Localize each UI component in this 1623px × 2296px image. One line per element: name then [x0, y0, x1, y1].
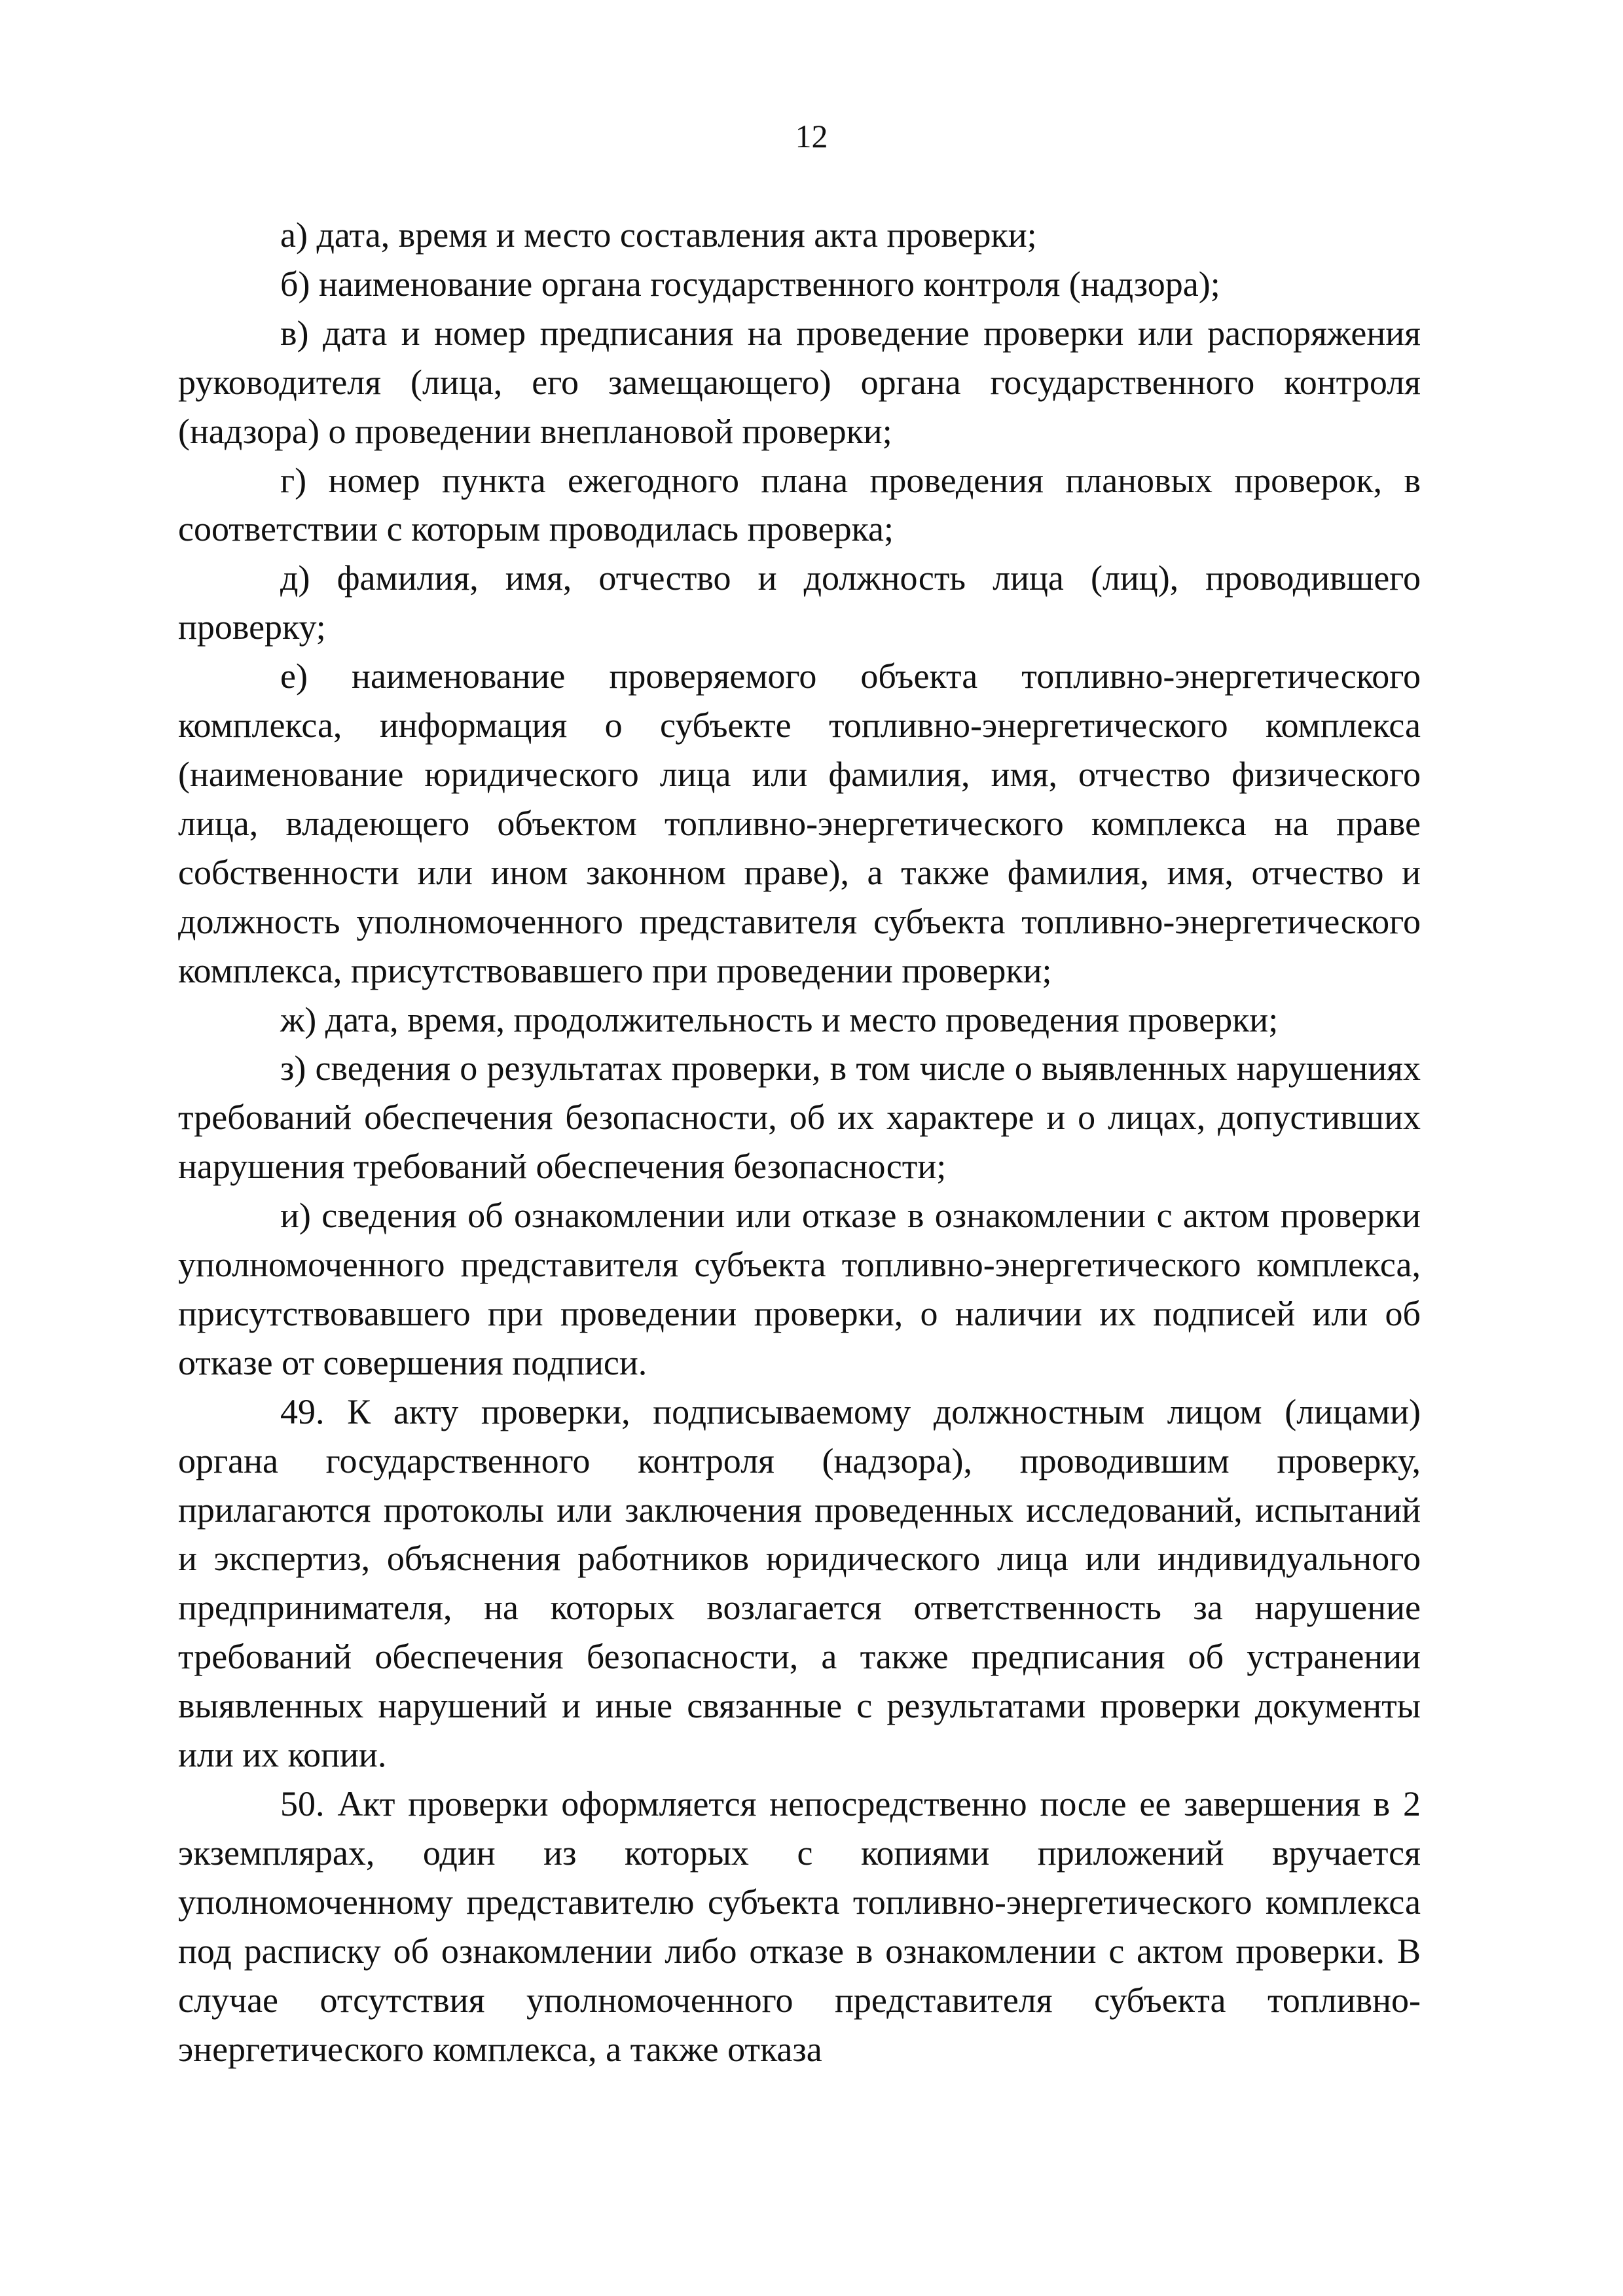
item-z: з) сведения о результатах проверки, в том числе о выявленных нарушениях требований обеспечения безопасности, об их характере и о лицах, допустивших нарушения требований обеспечения безопасности;: [178, 1049, 1421, 1187]
item-e: е) наименование проверяемого объекта топливно-энергетического комплекса, информация о субъекте топливно-энергетического комплекса (наименование юридического лица или фамилия, имя, отчество физического лица, владеющего объектом топливно-энергетического комплекса на праве собственности или ином законном праве), а также фамилия, имя, отчество и должность уполномоченного представителя субъекта топливно-энергетического комплекса, присутствовавшего при проведении проверки;: [178, 656, 1421, 990]
document-body: [178, 211, 1421, 2073]
item-b: б) наименование органа государственного контроля (надзора);: [280, 264, 1220, 304]
item-v: в) дата и номер предписания на проведение проверки или распоряжения руководителя (лица, его замещающего) органа государственного контроля (надзора) о проведении внеплановой проверки;: [178, 313, 1421, 451]
page-number: 12: [795, 118, 828, 154]
item-g: г) номер пункта ежегодного плана проведения плановых проверок, в соответствии с которым проводилась проверка;: [178, 460, 1421, 549]
paragraph-50: 50. Акт проверки оформляется непосредственно после ее завершения в 2 экземплярах, один из которых с копиями приложений вручается уполномоченному представителю субъекта топливно-энергетического комплекса под расписку об ознакомлении либо отказе в ознакомлении с актом проверки. В случае отсутствия уполномоченного представителя субъекта топливно-энергетического комплекса, а также отказа: [178, 1784, 1421, 2069]
item-a: а) дата, время и место составления акта проверки;: [280, 215, 1037, 255]
item-zh: ж) дата, время, продолжительность и место проведения проверки;: [280, 999, 1279, 1039]
item-d: д) фамилия, имя, отчество и должность лица (лиц), проводившего проверку;: [178, 558, 1421, 647]
paragraph-49: 49. К акту проверки, подписываемому должностным лицом (лицами) органа государственного контроля (надзора), проводившим проверку, прилагаются протоколы или заключения проведенных исследований, испытаний и экспертиз, объяснения работников юридического лица или индивидуального предпринимателя, на которых возлагается ответственность за нарушение требований обеспечения безопасности, а также предписания об устранении выявленных нарушений и иные связанные с результатами проверки документы или их копии.: [178, 1391, 1421, 1775]
item-i: и) сведения об ознакомлении или отказе в ознакомлении с актом проверки уполномоченного представителя субъекта топливно-энергетического комплекса, присутствовавшего при проведении проверки, о наличии их подписей или об отказе от совершения подписи.: [178, 1196, 1421, 1382]
